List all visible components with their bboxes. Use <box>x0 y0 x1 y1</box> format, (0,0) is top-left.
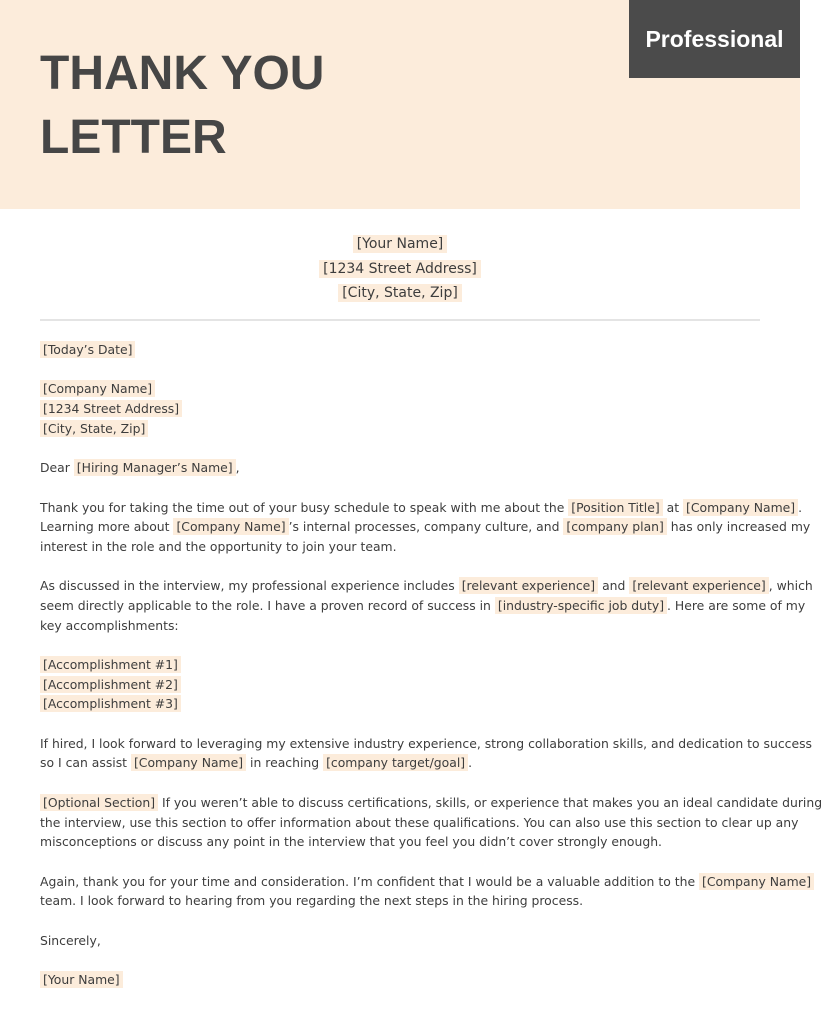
paragraph-2 <box>40 576 813 635</box>
company-goal-placeholder: [company target/goal] <box>323 754 468 771</box>
letter-body <box>40 340 822 990</box>
p2-text: and <box>598 578 630 594</box>
p4-text: If you weren’t able to discuss certifications, skills, or experience that makes you an ideal candidate during <box>158 794 822 810</box>
p1-text: . <box>798 499 803 515</box>
recipient-city: [City, State, Zip] <box>40 420 148 437</box>
sender-name: [Your Name] <box>353 235 448 253</box>
optional-section-placeholder: [Optional Section] <box>40 794 158 811</box>
paragraph-3 <box>40 734 813 773</box>
recipient-street: [1234 Street Address] <box>40 400 182 417</box>
category-tag-label: Professional <box>645 26 784 52</box>
p4-text: misconceptions or discuss any point in the interview that you feel you didn’t cover strongly enough. <box>40 834 662 850</box>
p2-text: As discussed in the interview, my professional experience includes <box>40 578 459 594</box>
signature-placeholder: [Your Name] <box>40 971 123 988</box>
p4-text: the interview, use this section to offer information about these qualifications. You can also use this section to clear up any <box>40 814 799 830</box>
p3-text: If hired, I look forward to leveraging my extensive industry experience, strong collaboration skills, and dedication to success <box>40 735 813 751</box>
paragraph-4 <box>40 793 822 852</box>
divider <box>40 319 760 321</box>
company-name-placeholder: [Company Name] <box>173 518 288 535</box>
hiring-manager-placeholder: [Hiring Manager’s Name] <box>74 459 236 476</box>
p2-text: seem directly applicable to the role. I have a proven record of success in <box>40 597 495 613</box>
p2-text: , which <box>768 578 813 594</box>
p1-text: ’s internal processes, company culture, and <box>288 519 564 535</box>
salutation <box>40 458 760 478</box>
company-name-placeholder: [Company Name] <box>699 873 814 890</box>
p3-text: so I can assist <box>40 755 131 771</box>
p3-text: . <box>468 755 473 771</box>
company-plan-placeholder: [company plan] <box>563 518 666 535</box>
p2-text: . Here are some of my <box>667 597 806 613</box>
position-title-placeholder: [Position Title] <box>568 499 662 516</box>
sender-street: [1234 Street Address] <box>319 260 481 278</box>
p1-text: interest in the role and the opportunity to join your team. <box>40 538 397 554</box>
category-tag <box>629 0 800 78</box>
salutation-prefix: Dear <box>40 460 74 476</box>
accomplishment-item: [Accomplishment #1] <box>40 656 181 673</box>
sender-address-block <box>0 232 800 306</box>
company-name-placeholder: [Company Name] <box>131 754 246 771</box>
company-name-placeholder: [Company Name] <box>683 499 798 516</box>
p5-text: team. I look forward to hearing from you regarding the next steps in the hiring process. <box>40 893 584 909</box>
closing: Sincerely, <box>40 932 101 948</box>
p3-text: in reaching <box>246 755 324 771</box>
page-title-line-1: THANK YOU <box>40 47 325 100</box>
accomplishment-item: [Accomplishment #2] <box>40 676 181 693</box>
p1-text: Thank you for taking the time out of your busy schedule to speak with me about the <box>40 499 569 515</box>
salutation-suffix: , <box>235 460 240 476</box>
job-duty-placeholder: [industry-specific job duty] <box>495 597 667 614</box>
paragraph-5 <box>40 872 812 911</box>
date-placeholder: [Today’s Date] <box>40 341 135 358</box>
paragraph-1 <box>40 498 811 557</box>
page-title-line-2: LETTER <box>40 111 227 164</box>
sender-city: [City, State, Zip] <box>338 284 462 302</box>
accomplishment-item: [Accomplishment #3] <box>40 695 181 712</box>
recipient-company: [Company Name] <box>40 380 155 397</box>
p1-text: Learning more about <box>40 519 174 535</box>
relevant-experience-placeholder: [relevant experience] <box>629 577 768 594</box>
p1-text: has only increased my <box>666 519 811 535</box>
accomplishments-list <box>40 655 760 714</box>
p2-text: key accomplishments: <box>40 617 179 633</box>
p5-text: Again, thank you for your time and consideration. I’m confident that I would be a valuable addition to the <box>40 873 700 889</box>
relevant-experience-placeholder: [relevant experience] <box>459 577 598 594</box>
p1-text: at <box>662 499 684 515</box>
